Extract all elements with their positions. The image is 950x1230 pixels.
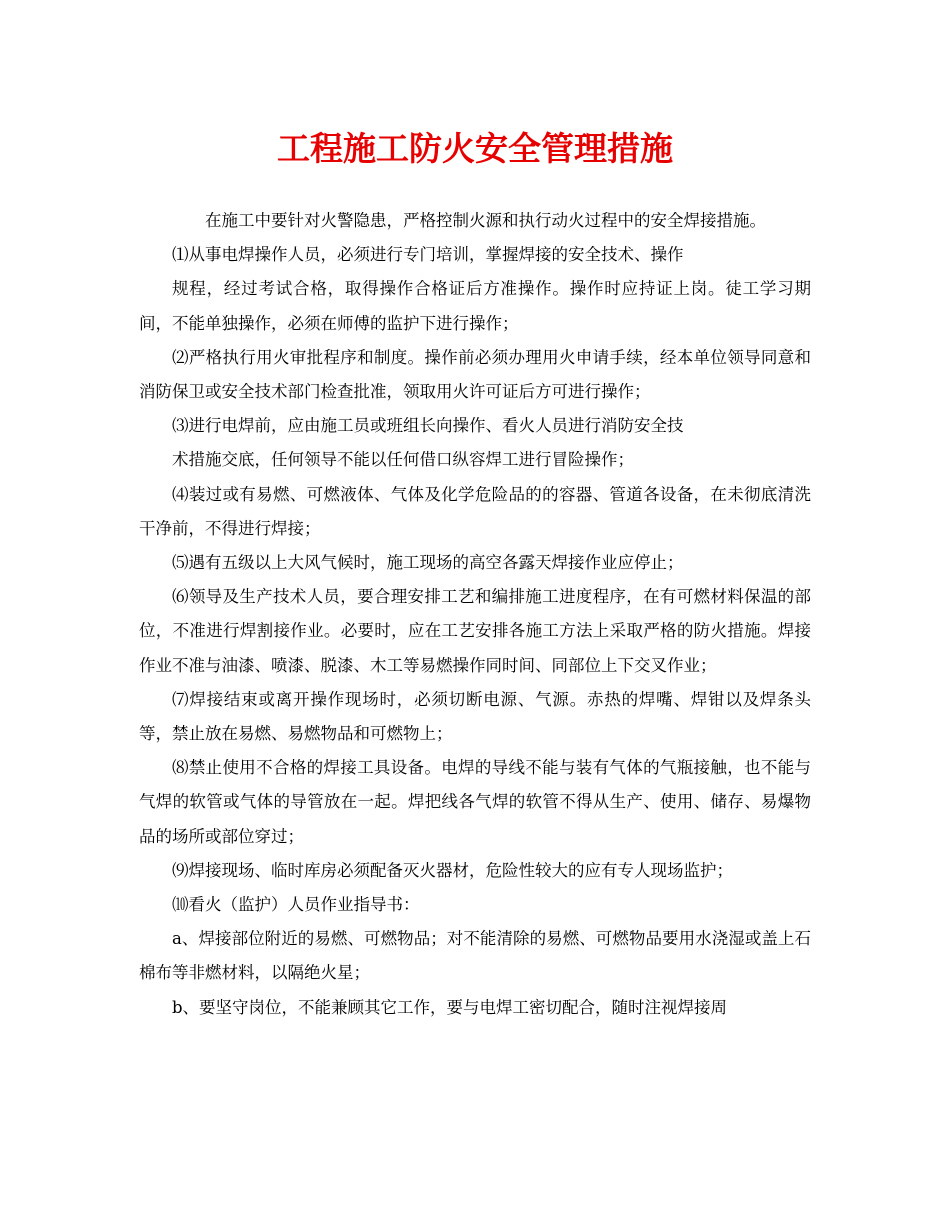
paragraph-item-5: ⑸遇有五级以上大风气候时，施工现场的高空各露天焊接作业应停止； — [172, 553, 684, 573]
paragraph-item-3: ⑶进行电焊前，应由施工员或班组长向操作、看火人员进行消防安全技 — [172, 416, 684, 436]
paragraph-subitem-a: a、焊接部位附近的易燃、可燃物品；对不能清除的易燃、可燃物品要用水浇湿或盖上石棉布等非燃材料，以隔绝火星； — [139, 929, 811, 983]
paragraph-subitem-b: b、要坚守岗位，不能兼顾其它工作，要与电焊工密切配合，随时注视焊接周 — [172, 997, 728, 1017]
paragraph-item-8: ⑻禁止使用不合格的焊接工具设备。电焊的导线不能与装有气体的气瓶接触，也不能与气焊的软管或气体的导管放在一起。焊把线各气焊的软管不得从生产、使用、储存、易爆物品的场所或部位穿过； — [139, 758, 811, 846]
paragraph-item-1-continued: 规程，经过考试合格，取得操作合格证后方准操作。操作时应持证上岗。徒工学习期间，不能单独操作，必须在师傅的监护下进行操作； — [139, 279, 811, 333]
document-body — [139, 204, 811, 1025]
paragraph-intro: 在施工中要针对火警隐患，严格控制火源和执行动火过程中的安全焊接措施。 — [205, 211, 766, 230]
paragraph-item-10: ⑽看火（监护）人员作业指导书： — [172, 895, 420, 915]
paragraph-item-7: ⑺焊接结束或离开操作现场时，必须切断电源、气源。赤热的焊嘴、焊钳以及焊条头等，禁止放在易燃、易燃物品和可燃物上； — [139, 689, 811, 744]
document-title: 工程施工防火安全管理措施 — [277, 129, 673, 168]
paragraph-item-3-continued: 术措施交底，任何领导不能以任何借口纵容焊工进行冒险操作； — [172, 450, 634, 470]
paragraph-item-4: ⑷装过或有易燃、可燃液体、气体及化学危险品的的容器、管道各设备，在未彻底清洗干净前，不得进行焊接； — [139, 484, 811, 538]
paragraph-item-2: ⑵严格执行用火审批程序和制度。操作前必须办理用火申请手续，经本单位领导同意和消防保卫或安全技术部门检查批准，领取用火许可证后方可进行操作； — [139, 347, 811, 402]
paragraph-item-6: ⑹领导及生产技术人员，要合理安排工艺和编排施工进度程序，在有可燃材料保温的部位，不准进行焊割接作业。必要时，应在工艺安排各施工方法上采取严格的防火措施。焊接作业不准与油漆、喷漆、脱漆、木工等易燃操作同时间、同部位上下交叉作业； — [139, 587, 811, 675]
paragraph-item-1: ⑴从事电焊操作人员，必须进行专门培训，掌握焊接的安全技术、操作 — [172, 245, 684, 265]
paragraph-item-9: ⑼焊接现场、临时库房必须配备灭火器材，危险性较大的应有专人现场监护； — [172, 860, 733, 880]
